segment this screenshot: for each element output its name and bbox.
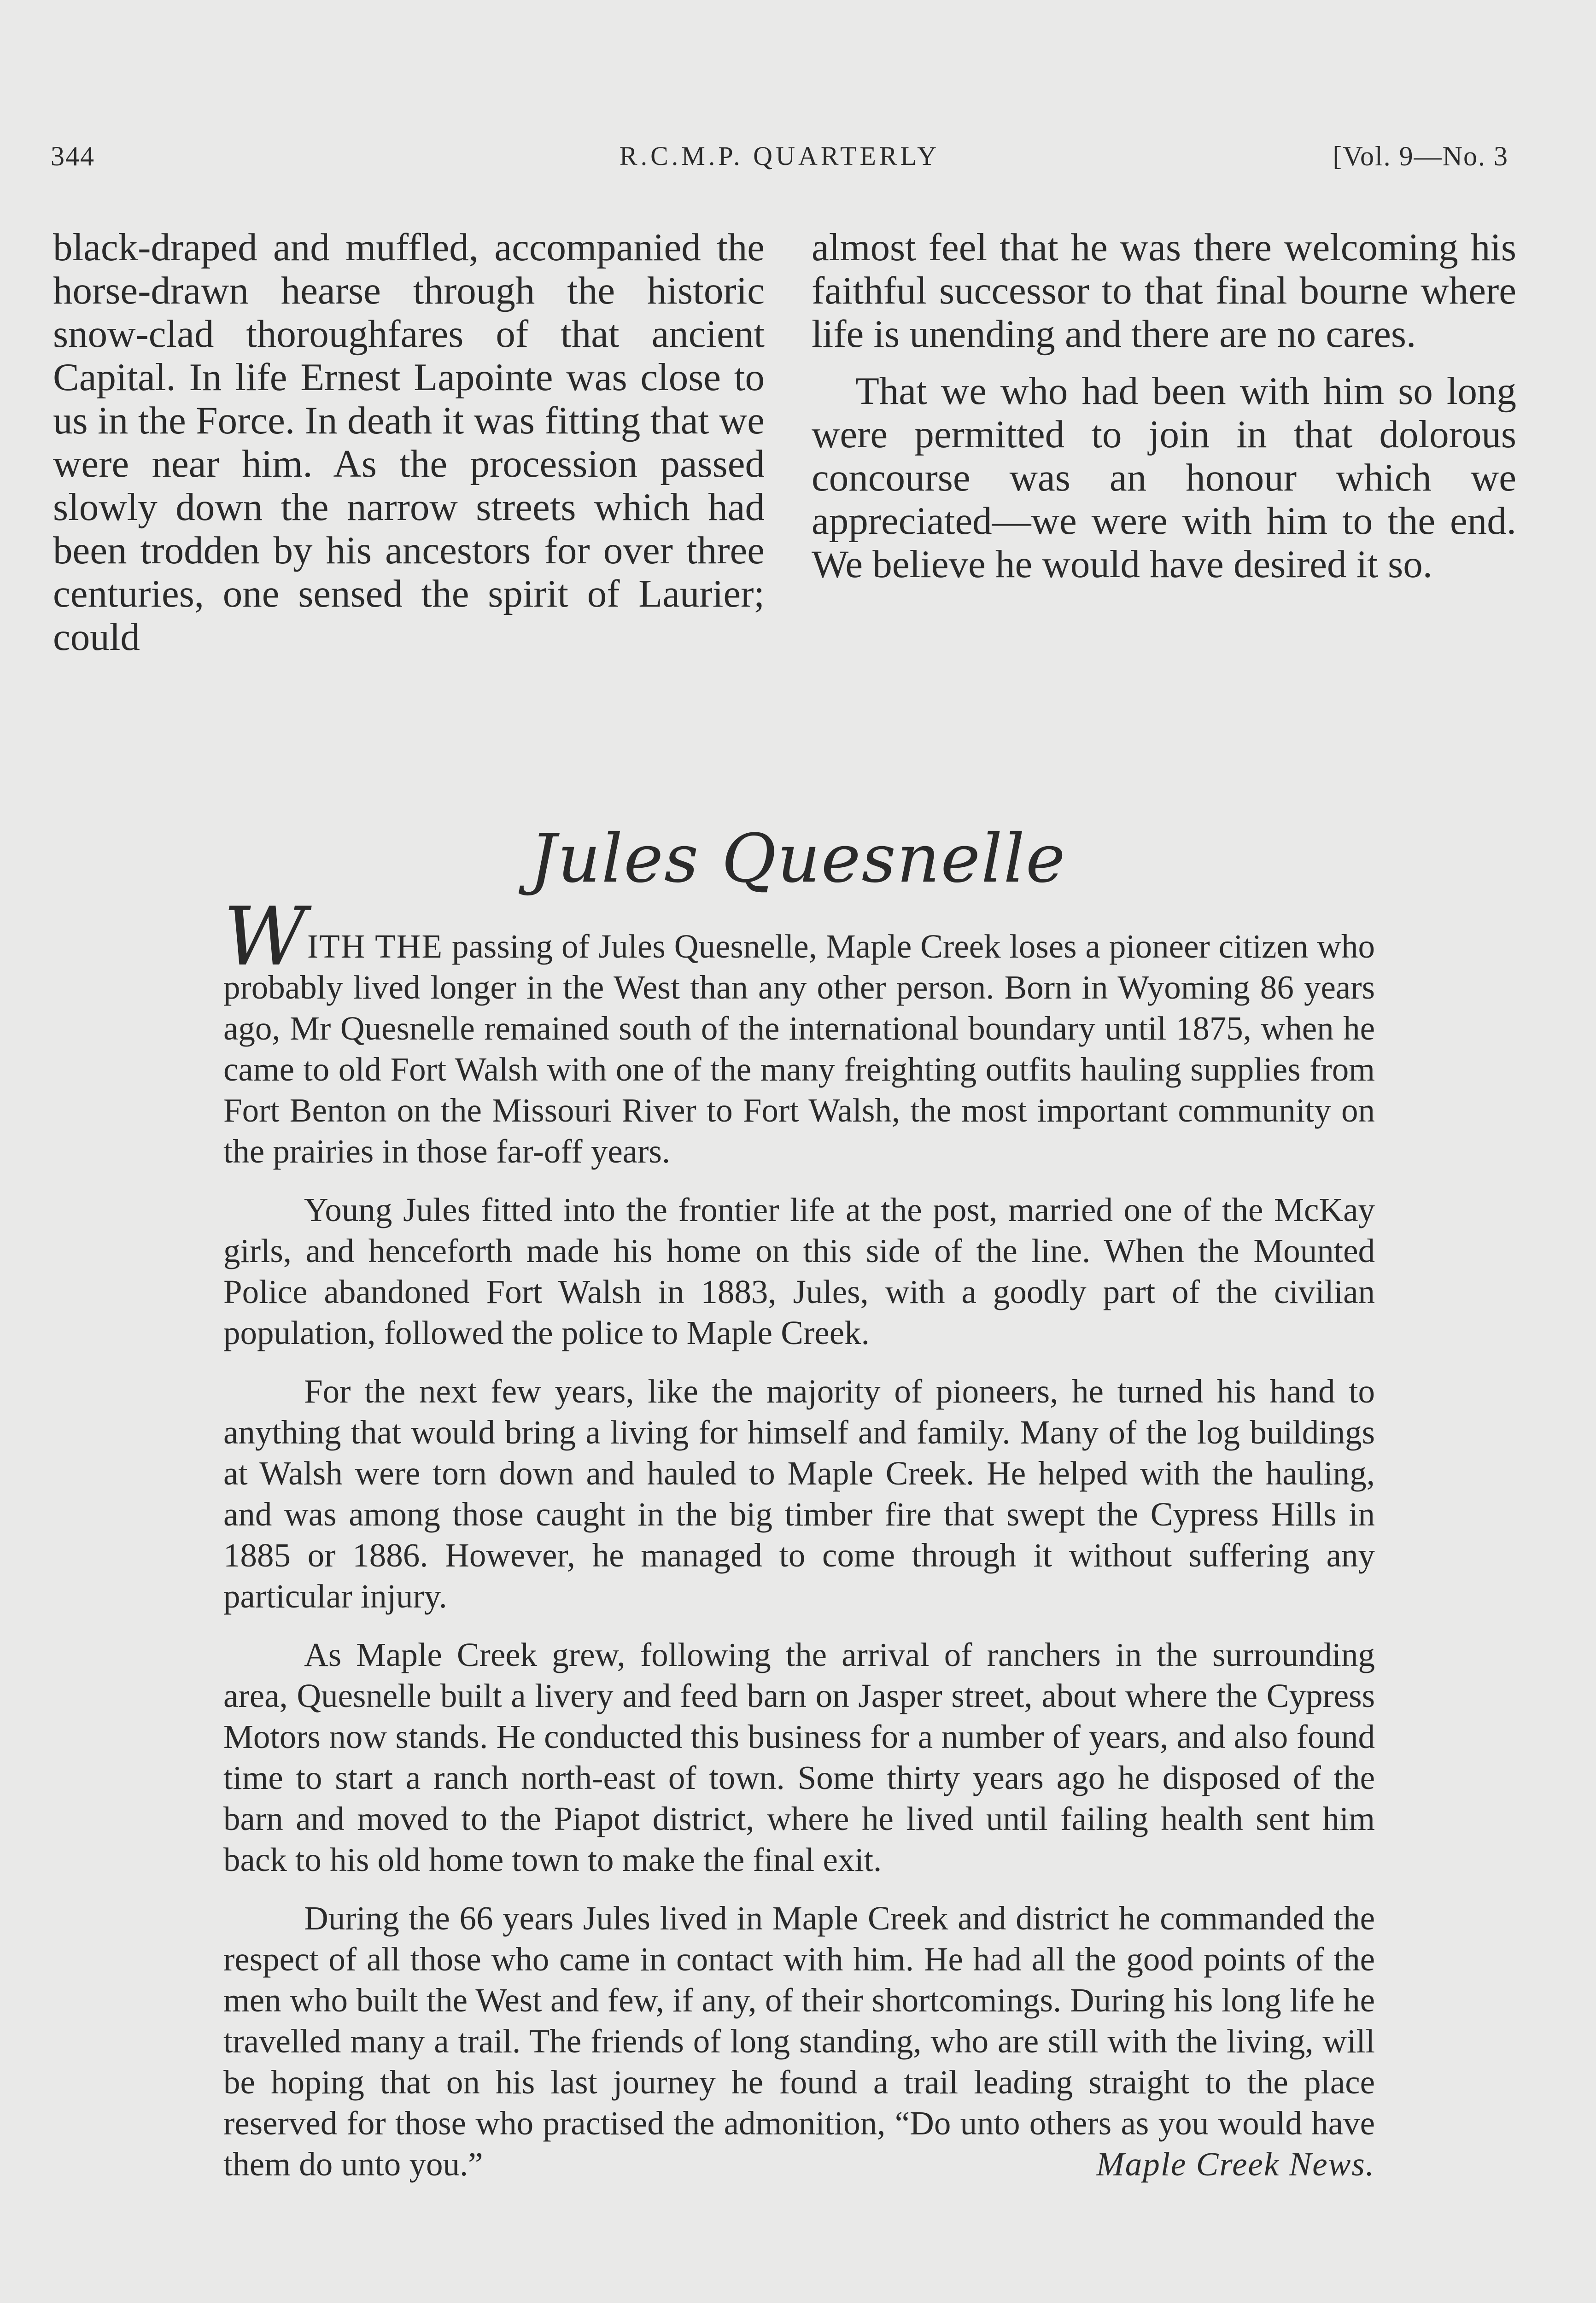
paragraph-text: During the 66 years Jules lived in Maple Creek and district he commanded the respect of all those who came in contact with him. He had all the good points of the men who built the West and few, if any, of their shortcomings. During his long life he travelled many a trail. The friends of long standing, who are still with the living, will be hoping that on his last journey he found a trail leading straight to the place reserved for those who practised the admonition, “Do unto others as you would have them do unto you.” xyxy=(223,1900,1375,2183)
continuation-paragraph: almost feel that he was there welcoming his faithful successor to that final bourne where life is unending and there are no cares. xyxy=(812,226,1516,356)
article-paragraph xyxy=(223,1898,1375,2185)
continuation-left-column xyxy=(53,226,765,659)
article-paragraph: As Maple Creek grew, following the arrival of ranchers in the surrounding area, Quesnelle built a livery and feed barn on Jasper street, about where the Cypress Motors now stands. He conducted this business for a number of years, and also found time to start a ranch north-east of town. Some thirty years ago he disposed of the barn and moved to the Piapot district, where he lived until failing health sent him back to his old home town to make the final exit. xyxy=(223,1636,1375,1878)
volume-issue: [Vol. 9—No. 3 xyxy=(1333,141,1508,171)
article-paragraph: For the next few years, like the majority of pioneers, he turned his hand to anything that would bring a living for himself and family. Many of the log buildings at Walsh were torn down and hauled to Maple Creek. He helped with the hauling, and was among those caught in the big timber fire that swept the Cypress Hills in 1885 or 1886. However, he managed to come through it without suffering any particular injury. xyxy=(223,1373,1375,1615)
page-number: 344 xyxy=(51,141,95,171)
continuation-right-column xyxy=(812,226,1516,586)
article-title: Jules Quesnelle xyxy=(530,820,1066,898)
lead-in-smallcaps: ITH THE xyxy=(307,928,444,965)
continuation-paragraph: black-draped and muffled, accompanied the horse-drawn hearse through the historic snow-clad thoroughfares of that ancient Capital. In life Ernest Lapointe was close to us in the Force. In death it was fitting that we were near him. As the procession passed slowly down the narrow streets which had been trodden by his ancestors for over three centuries, one sensed the spirit of Laurier; could xyxy=(53,226,765,659)
article-paragraph: Young Jules fitted into the frontier life at the post, married one of the McKay girls, and henceforth made his home on this side of the line. When the Mounted Police abandoned Fort Walsh in 1883, Jules, with a goodly part of the civilian population, followed the police to Maple Creek. xyxy=(223,1191,1375,1351)
running-header xyxy=(51,140,1508,177)
article-paragraph xyxy=(223,890,1375,1172)
drop-cap: W xyxy=(223,890,306,984)
source-credit: Maple Creek News. xyxy=(1096,2145,1375,2183)
journal-title: R.C.M.P. QUARTERLY xyxy=(619,141,940,171)
paragraph-text: passing of Jules Quesnelle, Maple Creek loses a pioneer citizen who probably lived longer in the West than any other person. Born in Wyoming 86 years ago, Mr Quesnelle remained south of the international boundary until 1875, when he came to old Fort Walsh with one of the many freighting outfits hauling supplies from Fort Benton on the Missouri River to Fort Walsh, the most important community on the prairies in those far-off years. xyxy=(223,928,1375,1170)
continuation-paragraph: That we who had been with him so long were permitted to join in that dolorous concourse was an honour which we appreciated—we were with him to the end. We believe he would have desired it so. xyxy=(812,369,1516,586)
article-body xyxy=(223,890,1375,2202)
